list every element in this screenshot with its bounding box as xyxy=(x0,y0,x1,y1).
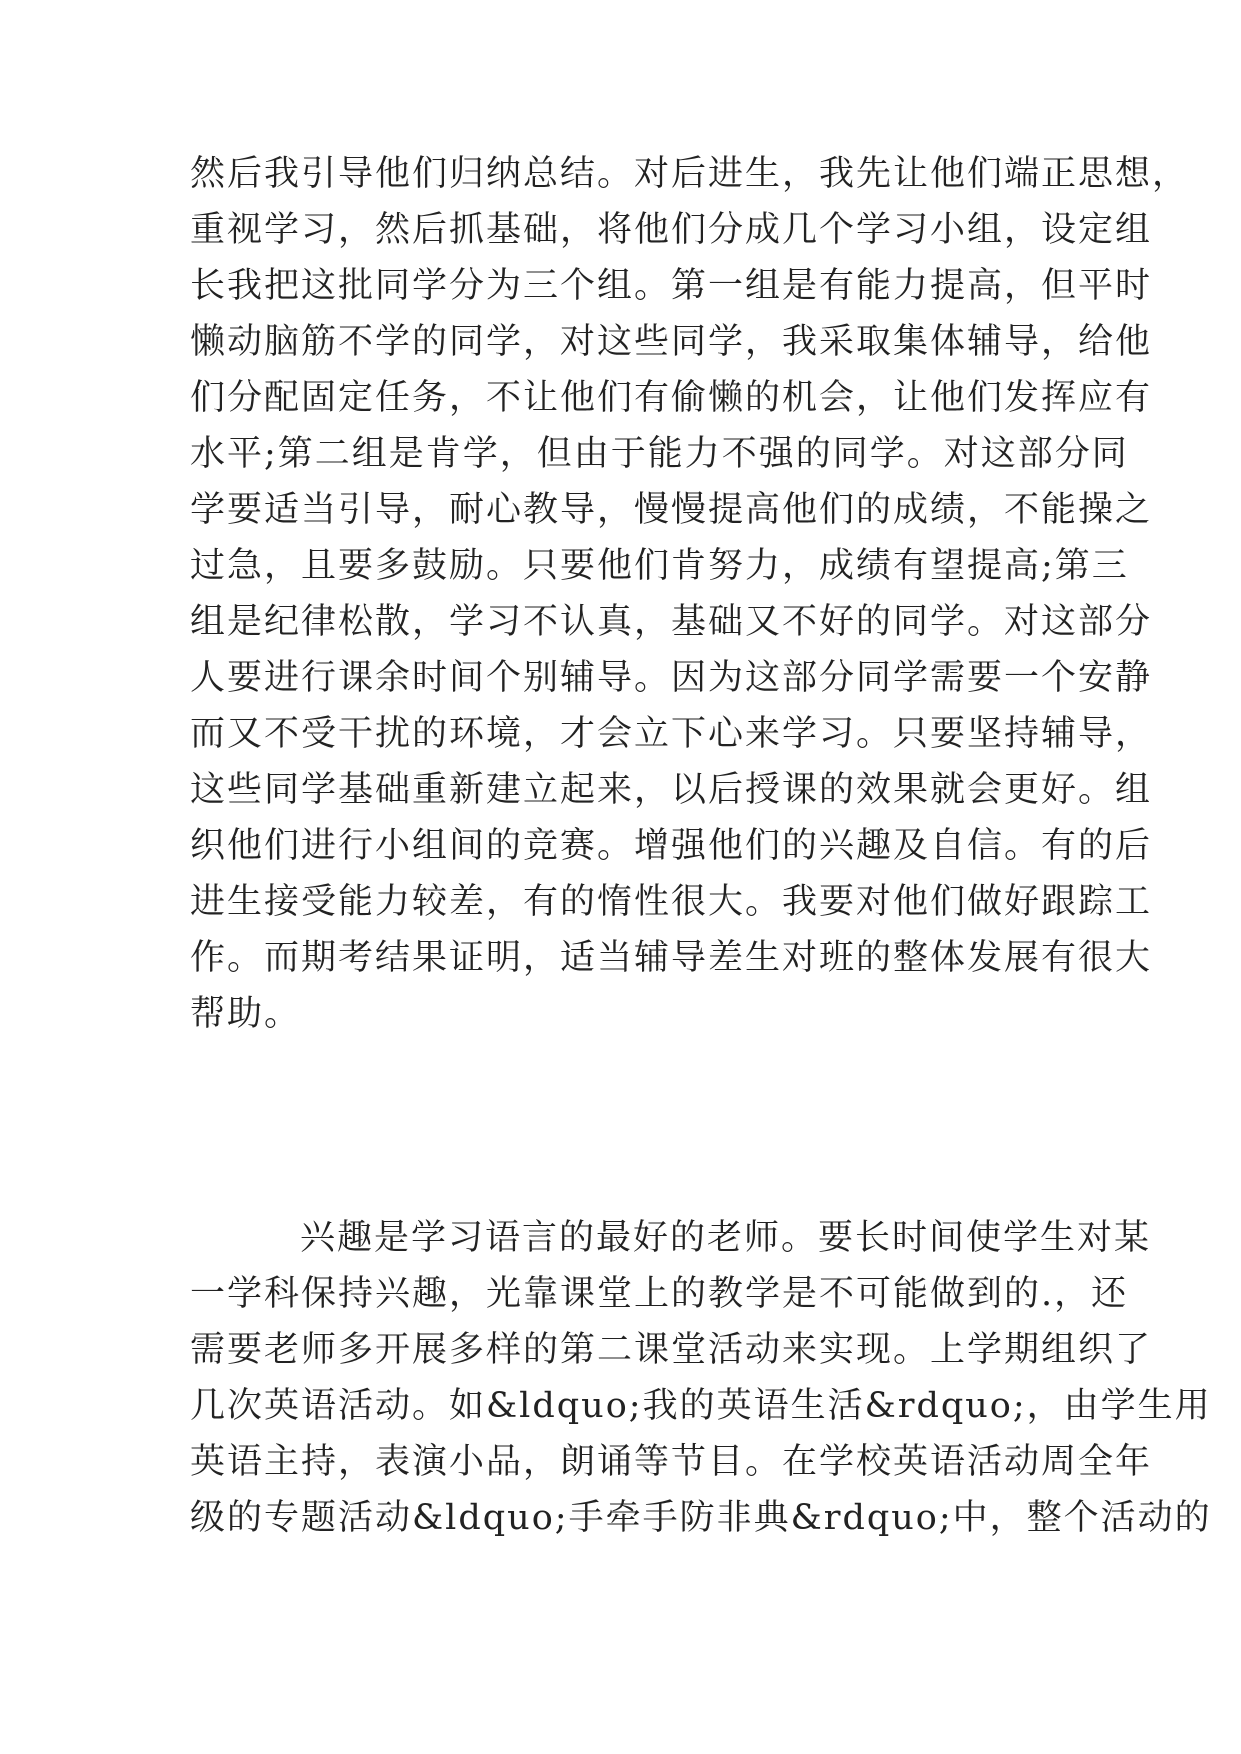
paragraph-2-line-3: 需要老师多开展多样的第二课堂活动来实现。上学期组织了 xyxy=(190,1330,1153,1370)
paragraph-1-line-14: 进生接受能力较差，有的惰性很大。我要对他们做好跟踪工 xyxy=(190,882,1153,922)
paragraph-1-line-9: 组是纪律松散，学习不认真，基础又不好的同学。对这部分 xyxy=(190,602,1153,642)
paragraph-1-line-4: 懒动脑筋不学的同学，对这些同学，我采取集体辅导，给他 xyxy=(190,322,1153,362)
paragraph-1-line-12: 这些同学基础重新建立起来，以后授课的效果就会更好。组 xyxy=(190,770,1153,810)
paragraph-1-line-10: 人要进行课余时间个别辅导。因为这部分同学需要一个安静 xyxy=(190,658,1153,698)
paragraph-2-line-2: 一学科保持兴趣，光靠课堂上的教学是不可能做到的.，还 xyxy=(190,1274,1129,1314)
paragraph-1-line-5: 们分配固定任务，不让他们有偷懒的机会，让他们发挥应有 xyxy=(190,378,1153,418)
paragraph-2-line-5: 英语主持，表演小品，朗诵等节目。在学校英语活动周全年 xyxy=(190,1442,1153,1482)
paragraph-1-line-1: 然后我引导他们归纳总结。对后进生，我先让他们端正思想， xyxy=(190,154,1190,194)
paragraph-1-line-16: 帮助。 xyxy=(190,994,302,1034)
paragraph-2-line-4: 几次英语活动。如&ldquo;我的英语生活&rdquo;，由学生用 xyxy=(190,1386,1212,1426)
paragraph-1-line-8: 过急，且要多鼓励。只要他们肯努力，成绩有望提高;第三 xyxy=(190,546,1129,586)
paragraph-1-line-11: 而又不受干扰的环境，才会立下心来学习。只要坚持辅导， xyxy=(190,714,1153,754)
paragraph-1-line-6: 水平;第二组是肯学，但由于能力不强的同学。对这部分同 xyxy=(190,434,1129,474)
paragraph-2-line-1: 兴趣是学习语言的最好的老师。要长时间使学生对某 xyxy=(300,1218,1152,1258)
paragraph-1-line-3: 长我把这批同学分为三个组。第一组是有能力提高，但平时 xyxy=(190,266,1153,306)
paragraph-1-line-2: 重视学习，然后抓基础，将他们分成几个学习小组，设定组 xyxy=(190,210,1153,250)
paragraph-2-line-6: 级的专题活动&ldquo;手牵手防非典&rdquo;中，整个活动的 xyxy=(190,1498,1212,1538)
paragraph-1-line-7: 学要适当引导，耐心教导，慢慢提高他们的成绩，不能操之 xyxy=(190,490,1153,530)
paragraph-1-line-13: 织他们进行小组间的竞赛。增强他们的兴趣及自信。有的后 xyxy=(190,826,1153,866)
paragraph-1-line-15: 作。而期考结果证明，适当辅导差生对班的整体发展有很大 xyxy=(190,938,1153,978)
